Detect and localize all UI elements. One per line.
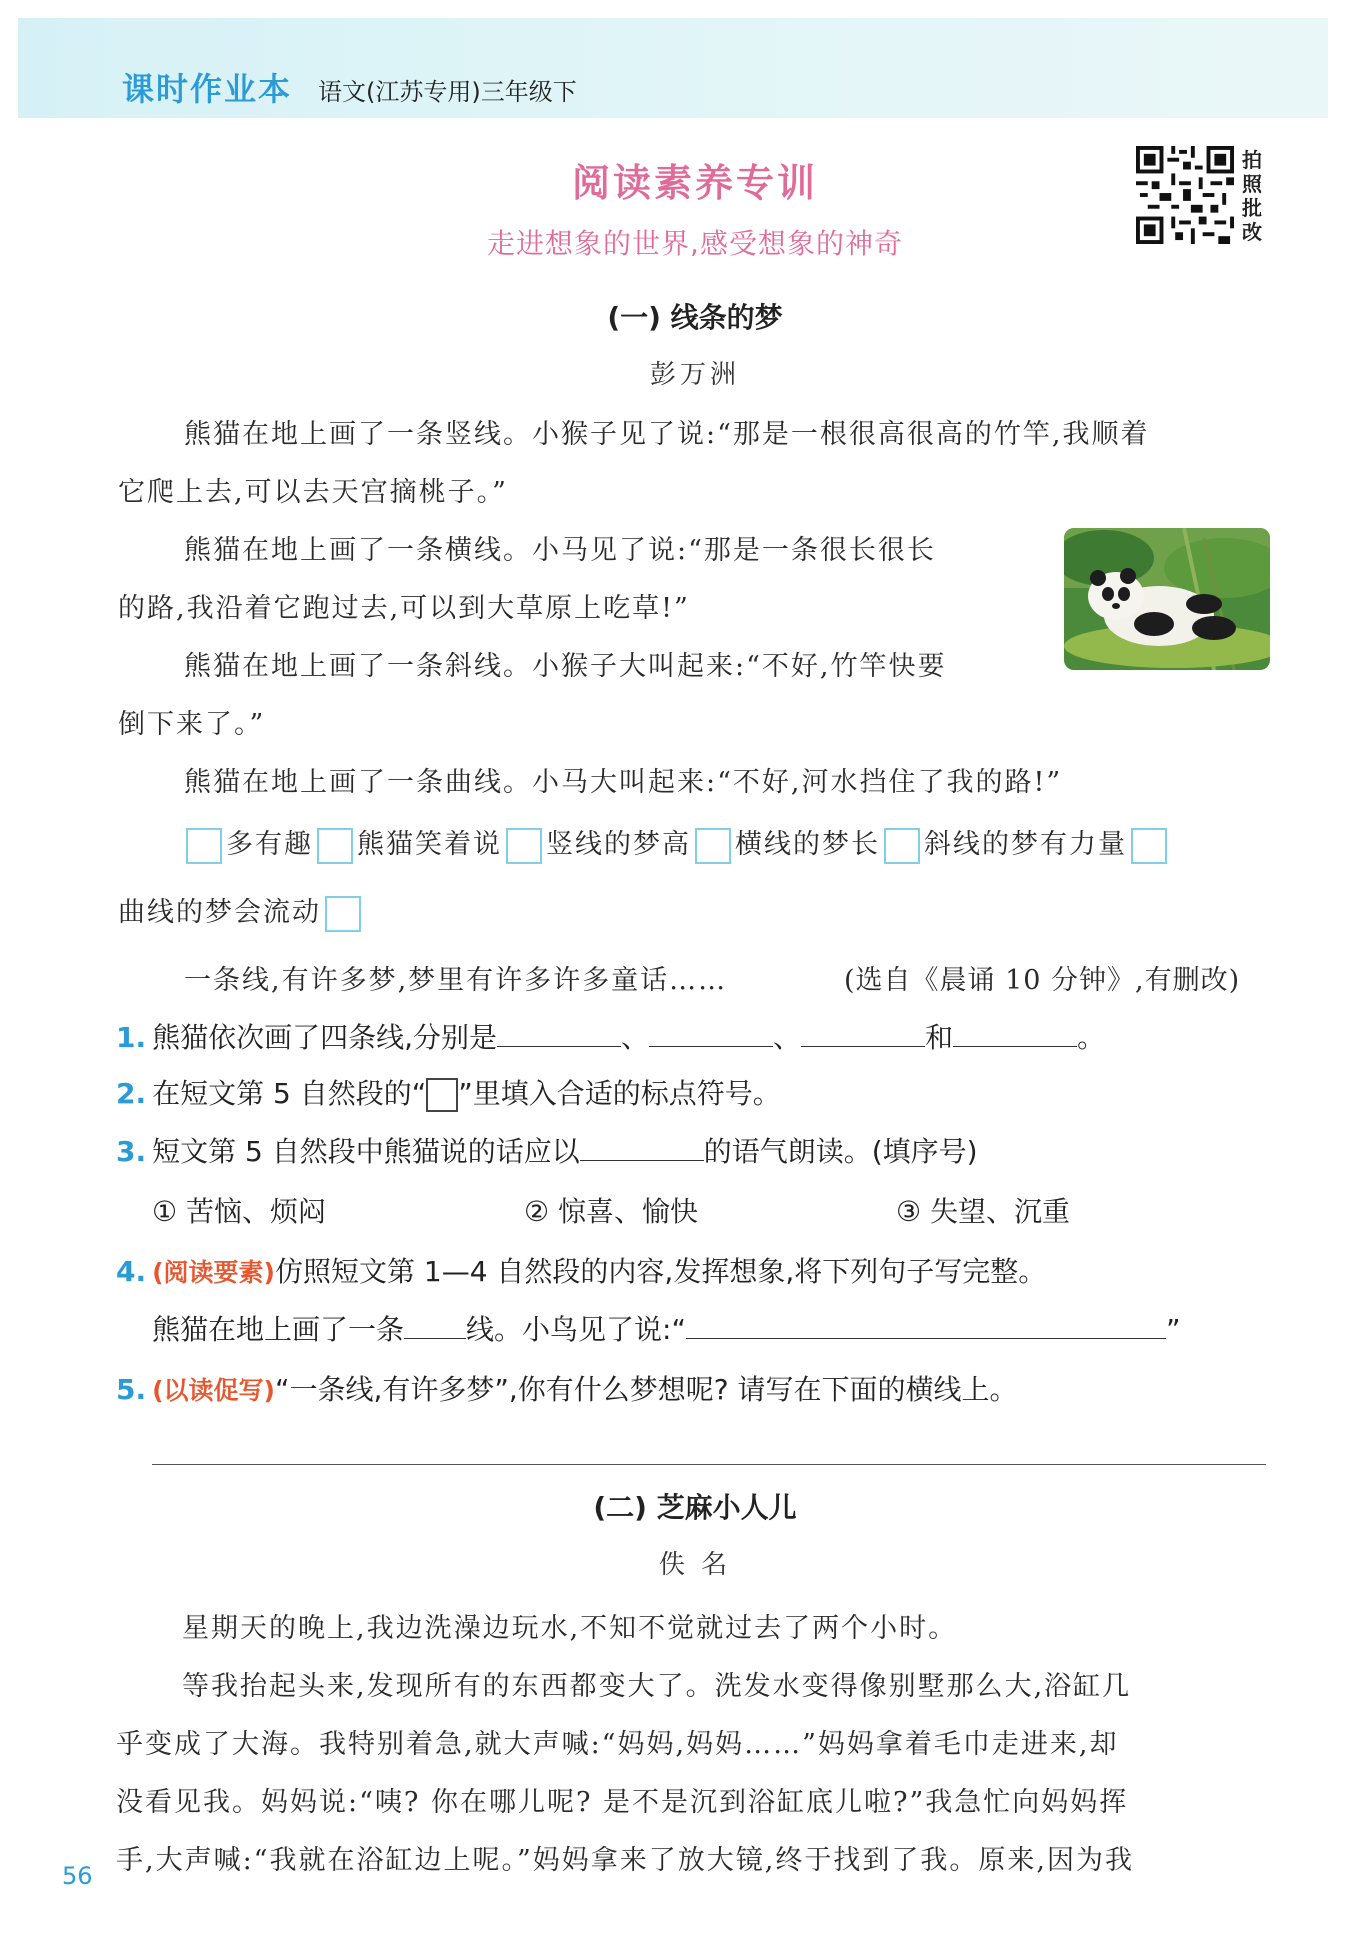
paragraph-line: 乎变成了大海。我特别着急,就大声喊:“妈妈,妈妈……”妈妈拿着毛巾走进来,却 bbox=[116, 1729, 1119, 1760]
answer-blank[interactable] bbox=[649, 1022, 773, 1047]
page-title: 阅读素养专训 bbox=[571, 161, 818, 205]
answer-line[interactable] bbox=[152, 1464, 1266, 1465]
question-4-sentence: 熊猫在地上画了一条 线。小鸟见了说:“ ” bbox=[152, 1313, 1181, 1346]
answer-blank[interactable] bbox=[580, 1136, 704, 1161]
page-number: 56 bbox=[62, 1862, 93, 1890]
paragraph-line: 熊猫在地上画了一条曲线。小马大叫起来:“不好,河水挡住了我的路!” bbox=[184, 767, 1063, 798]
section-two-author: 佚 名 bbox=[658, 1550, 732, 1580]
paragraph-line: 手,大声喊:“我就在浴缸边上呢。”妈妈拿来了放大镜,终于找到了我。原来,因为我 bbox=[116, 1845, 1134, 1876]
paragraph-line: 一条线,有许多梦,梦里有许多许多童话…… bbox=[184, 965, 728, 996]
answer-blank[interactable] bbox=[953, 1022, 1077, 1047]
paragraph-line: 它爬上去,可以去天宫摘桃子。” bbox=[118, 477, 508, 508]
answer-box[interactable] bbox=[426, 1078, 458, 1112]
punctuation-box[interactable] bbox=[186, 828, 222, 864]
tag-label: (阅读要素) bbox=[152, 1258, 275, 1287]
punctuation-box[interactable] bbox=[325, 896, 361, 932]
punctuation-line: 多有趣 熊猫笑着说 竖线的梦高 横线的梦长 斜线的梦有力量 bbox=[182, 822, 1171, 864]
paragraph-line: 等我抬起头来,发现所有的东西都变大了。洗发水变得像别墅那么大,浴缸几 bbox=[182, 1671, 1132, 1702]
punctuation-box[interactable] bbox=[506, 828, 542, 864]
paragraph-line: 熊猫在地上画了一条竖线。小猴子见了说:“那是一根很高很高的竹竿,我顺着 bbox=[184, 419, 1150, 450]
paragraph-line: 熊猫在地上画了一条横线。小马见了说:“那是一条很长很长 bbox=[184, 535, 936, 566]
punctuation-line: 曲线的梦会流动 bbox=[118, 890, 365, 932]
punctuation-box[interactable] bbox=[317, 828, 353, 864]
paragraph-line: 倒下来了。” bbox=[118, 709, 266, 740]
question-3: 3. 短文第 5 自然段中熊猫说的话应以 的语气朗读。(填序号) bbox=[116, 1135, 978, 1168]
book-subtitle: 语文(江苏专用)三年级下 bbox=[318, 78, 577, 106]
answer-blank[interactable] bbox=[686, 1314, 1166, 1339]
question-4: 4. (阅读要素)仿照短文第 1—4 自然段的内容,发挥想象,将下列句子写完整。 bbox=[116, 1255, 1047, 1288]
answer-blank[interactable] bbox=[497, 1022, 621, 1047]
tag-label: (以读促写) bbox=[152, 1376, 275, 1405]
punctuation-box[interactable] bbox=[1131, 828, 1167, 864]
book-brand: 课时作业本 bbox=[122, 70, 293, 108]
answer-blank[interactable] bbox=[404, 1314, 466, 1339]
section-two-title: (二) 芝麻小人儿 bbox=[593, 1491, 797, 1524]
qr-label: 拍 照 批 改 bbox=[1242, 148, 1262, 244]
page-subtitle: 走进想象的世界,感受想象的神奇 bbox=[487, 227, 903, 260]
source-note: (选自《晨诵 10 分钟》,有删改) bbox=[844, 965, 1241, 996]
punctuation-box[interactable] bbox=[884, 828, 920, 864]
option-2[interactable]: ② 惊喜、愉快 bbox=[524, 1195, 699, 1228]
option-3[interactable]: ③ 失望、沉重 bbox=[896, 1195, 1071, 1228]
section-one-title: (一) 线条的梦 bbox=[607, 301, 783, 334]
panda-illustration bbox=[1064, 528, 1270, 670]
question-1: 1. 熊猫依次画了四条线,分别是 、 、 和 。 bbox=[116, 1021, 1106, 1054]
option-1[interactable]: ① 苦恼、烦闷 bbox=[152, 1195, 327, 1228]
question-2: 2. 在短文第 5 自然段的“ ”里填入合适的标点符号。 bbox=[116, 1077, 781, 1110]
paragraph-line: 没看见我。妈妈说:“咦? 你在哪儿呢? 是不是沉到浴缸底儿啦?”我急忙向妈妈挥 bbox=[116, 1787, 1129, 1818]
section-one-author: 彭万洲 bbox=[649, 360, 740, 390]
punctuation-box[interactable] bbox=[695, 828, 731, 864]
paragraph-line: 的路,我沿着它跑过去,可以到大草原上吃草!” bbox=[118, 593, 690, 624]
paragraph-line: 熊猫在地上画了一条斜线。小猴子大叫起来:“不好,竹竿快要 bbox=[184, 651, 947, 682]
qr-code-icon[interactable] bbox=[1136, 146, 1234, 244]
answer-blank[interactable] bbox=[801, 1022, 925, 1047]
paragraph-line: 星期天的晚上,我边洗澡边玩水,不知不觉就过去了两个小时。 bbox=[182, 1613, 958, 1644]
question-5: 5. (以读促写)“一条线,有许多梦”,你有什么梦想呢? 请写在下面的横线上。 bbox=[116, 1373, 1018, 1406]
